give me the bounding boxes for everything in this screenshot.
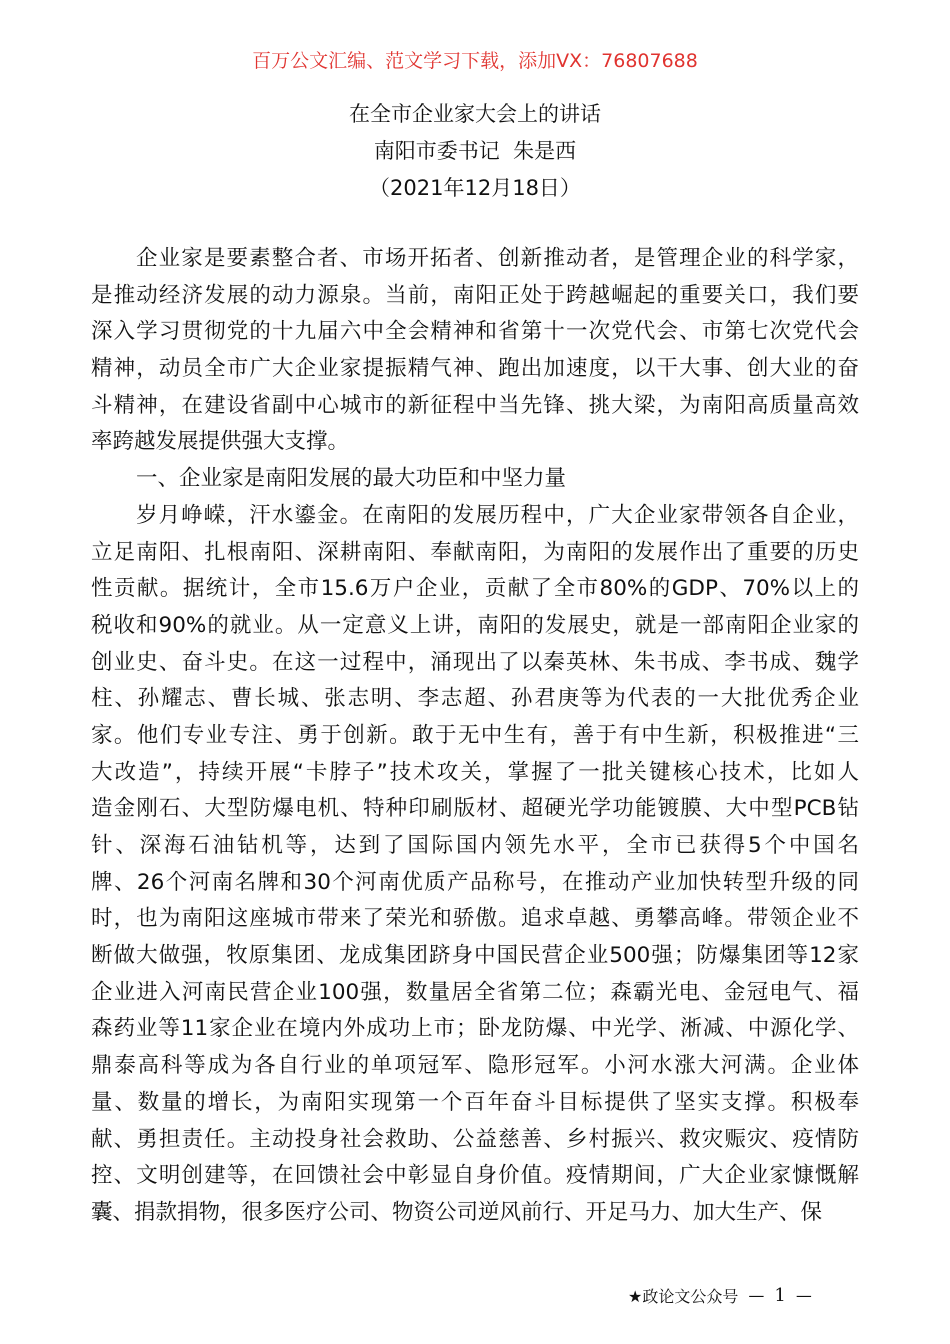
paragraph-line: 柱、孙耀志、曹长城、张志明、李志超、孙君庚等为代表的一大批优秀企业	[91, 686, 859, 712]
document-body	[91, 241, 859, 1232]
page-number: 1	[774, 1285, 786, 1306]
paragraph-line: 岁月峥嵘，汗水鎏金。在南阳的发展历程中，广大企业家带领各自企业，	[136, 502, 859, 528]
watermark-banner: 百万公文汇编、范文学习下载，添加VX：76807688	[252, 50, 698, 72]
paragraph-line: 牌、26个河南名牌和30个河南优质产品称号，在推动产业加快转型升级的同	[91, 869, 859, 895]
section-heading: 一、企业家是南阳发展的最大功臣和中坚力量	[136, 466, 567, 492]
paragraph-line: 性贡献。据统计，全市15.6万户企业，贡献了全市80%的GDP、70%以上的	[91, 576, 859, 602]
paragraph-line: 量、数量的增长，为南阳实现第一个百年奋斗目标提供了坚实支撑。积极奉	[91, 1089, 859, 1115]
paragraph-line: 森药业等11家企业在境内外成功上市；卧龙防爆、中光学、淅减、中源化学、	[91, 1016, 859, 1042]
page-footer	[628, 1284, 812, 1307]
document-date: （2021年12月18日）	[369, 176, 581, 200]
paragraph-line: 针、深海石油钻机等，达到了国际国内领先水平，全市已获得5个中国名	[91, 833, 859, 858]
paragraph-line: 鼎泰高科等成为各自行业的单项冠军、隐形冠军。小河水涨大河满。企业体	[91, 1053, 859, 1079]
paragraph-line: 造金刚石、大型防爆电机、特种印刷版材、超硬光学功能镀膜、大中型PCB钻	[91, 796, 859, 822]
paragraph-line: 时，也为南阳这座城市带来了荣光和骄傲。追求卓越、勇攀高峰。带领企业不	[91, 906, 859, 932]
paragraph-line: 税收和90%的就业。从一定意义上讲，南阳的发展史，就是一部南阳企业家的	[91, 612, 859, 638]
footer-dash-left: —	[748, 1286, 765, 1305]
paragraph-line: 精神，动员全市广大企业家提振精气神、跑出加速度，以干大事、创大业的奋	[91, 356, 859, 382]
paragraph-line: 控、文明创建等，在回馈社会中彰显自身价值。疫情期间，广大企业家慷慨解	[91, 1163, 859, 1189]
paragraph-line: 深入学习贯彻党的十九届六中全会精神和省第十一次党代会、市第七次党代会	[91, 319, 859, 345]
paragraph-line: 大改造”，持续开展“卡脖子”技术攻关，掌握了一批关键核心技术，比如人	[91, 759, 859, 785]
document-author: 南阳市委书记 朱是西	[373, 139, 577, 163]
paragraph-line: 创业史、奋斗史。在这一过程中，涌现出了以秦英林、朱书成、李书成、魏学	[91, 649, 859, 675]
paragraph-line: 断做大做强，牧原集团、龙成集团跻身中国民营企业500强；防爆集团等12家	[91, 943, 859, 969]
paragraph-line: 献、勇担责任。主动投身社会救助、公益慈善、乡村振兴、救灾赈灾、疫情防	[91, 1126, 859, 1152]
paragraph-line: 家。他们专业专注、勇于创新。敢于无中生有，善于有中生新，积极推进“三	[91, 722, 859, 748]
paragraph-line: 是推动经济发展的动力源泉。当前，南阳正处于跨越崛起的重要关口，我们要	[91, 282, 859, 308]
paragraph-line: 率跨越发展提供强大支撑。	[91, 429, 350, 455]
footer-source: ★政论文公众号	[628, 1287, 739, 1306]
paragraph-line: 企业家是要素整合者、市场开拓者、创新推动者，是管理企业的科学家，	[136, 246, 859, 271]
paragraph-line: 斗精神，在建设省副中心城市的新征程中当先锋、挑大梁，为南阳高质量高效	[91, 392, 859, 418]
paragraph-line: 囊、捐款捐物，很多医疗公司、物资公司逆风前行、开足马力、加大生产、保	[91, 1199, 823, 1225]
footer-dash-right: —	[795, 1286, 812, 1305]
paragraph-line: 立足南阳、扎根南阳、深耕南阳、奉献南阳，为南阳的发展作出了重要的历史	[91, 539, 859, 565]
paragraph-line: 企业进入河南民营企业100强，数量居全省第二位；森霸光电、金冠电气、福	[91, 979, 859, 1005]
document-title: 在全市企业家大会上的讲话	[349, 102, 601, 126]
